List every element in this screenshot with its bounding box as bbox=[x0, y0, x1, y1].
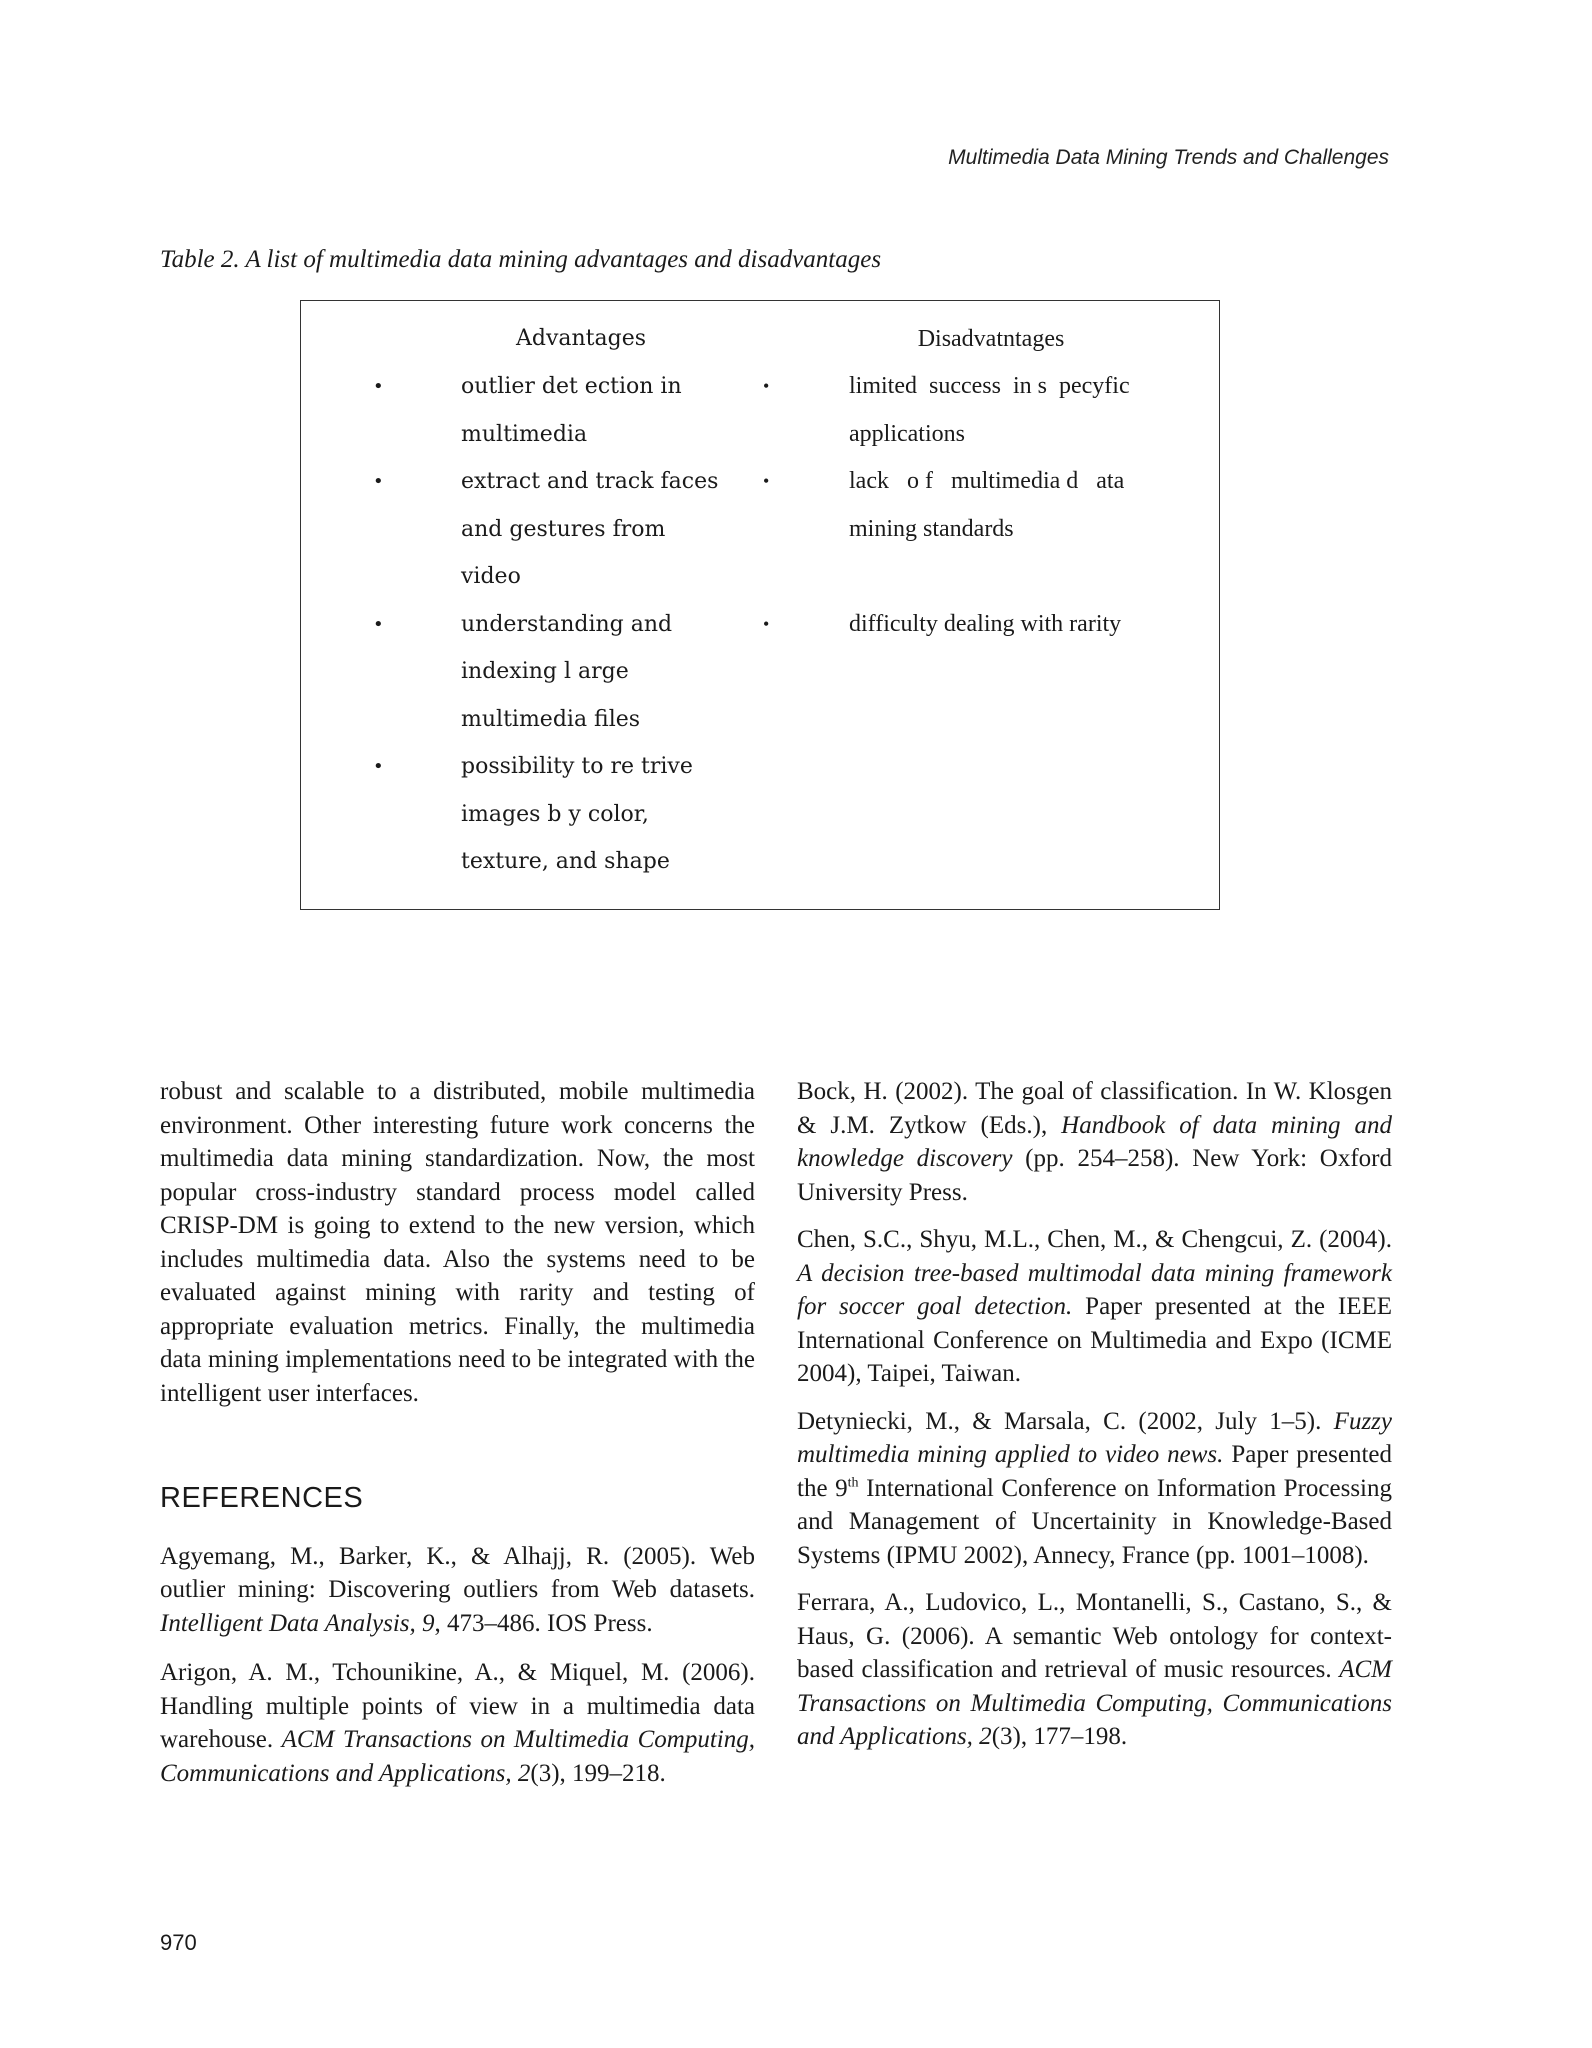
advantage-line: indexing l arge bbox=[461, 659, 629, 684]
reference-entry bbox=[797, 1586, 1392, 1754]
advantage-line: possibility to re trive bbox=[461, 754, 693, 779]
reference-journal: Intelligent Data Analysis, 9 bbox=[160, 1609, 435, 1637]
reference-text: Arigon, A. M., Tchounikine, A., & Miquel, M. (2006). Handling multiple points of view in a multimedia data warehouse. bbox=[160, 1659, 755, 1753]
left-column bbox=[160, 1075, 755, 1806]
disadvantage-line: mining standards bbox=[849, 515, 1014, 542]
running-header: Multimedia Data Mining Trends and Challenges bbox=[948, 146, 1389, 169]
reference-entry bbox=[797, 1405, 1392, 1573]
reference-text: (3), 199–218. bbox=[530, 1759, 666, 1787]
bullet: • bbox=[763, 376, 770, 396]
bullet: • bbox=[373, 613, 384, 635]
reference-title: A decision tree-based multimodal data mining framework for soccer goal detection. bbox=[797, 1259, 1392, 1320]
bullet: • bbox=[763, 471, 770, 491]
disadvantages-header: Disadvatntages bbox=[917, 326, 1065, 352]
reference-entry bbox=[160, 1540, 755, 1641]
reference-title: Handbook of data mining and knowledge discovery bbox=[797, 1111, 1392, 1172]
reference-text: (3), 177–198. bbox=[991, 1723, 1128, 1750]
advantage-line: and gestures from bbox=[461, 516, 666, 542]
ordinal-superscript: th bbox=[847, 1475, 859, 1491]
disadvantage-item bbox=[741, 363, 1211, 458]
disadvantages-column bbox=[741, 315, 1211, 648]
reference-text: Chen, S.C., Shyu, M.L., Chen, M., & Chengcui, Z. (2004). bbox=[797, 1226, 1392, 1253]
reference-entry bbox=[160, 1656, 755, 1790]
reference-text: Bock, H. (2002). The goal of classification. In W. Klosgen & J.M. Zytkow (Eds.), bbox=[797, 1078, 1392, 1139]
advantage-line: multimedia files bbox=[461, 706, 641, 732]
advantage-line: outlier det ection in bbox=[461, 374, 682, 399]
advantage-item bbox=[351, 601, 751, 744]
disadvantage-item bbox=[741, 458, 1211, 601]
spacer-line bbox=[849, 553, 1211, 601]
bullet: • bbox=[373, 376, 384, 397]
reference-text: Paper presented at the IEEE International Conference on Multimedia and Expo (ICME 2004), Taipei, Taiwan. bbox=[797, 1293, 1393, 1387]
advantage-item bbox=[351, 458, 751, 601]
references-heading: REFERENCES bbox=[160, 1482, 364, 1514]
reference-text: Ferrara, A., Ludovico, L., Montanelli, S., Castano, S., & Haus, G. (2006). A semantic Web ontology for context-based classification and retrieval of music resources. bbox=[797, 1589, 1392, 1683]
reference-title: Fuzzy multimedia mining applied to video news. bbox=[797, 1407, 1392, 1468]
right-column bbox=[797, 1075, 1392, 1768]
advantage-line: understanding and bbox=[461, 611, 673, 637]
page-number: 970 bbox=[160, 1930, 197, 1955]
reference-entry bbox=[797, 1075, 1392, 1209]
bullet: • bbox=[763, 613, 770, 634]
bullet: • bbox=[373, 756, 384, 777]
advantage-line: video bbox=[461, 564, 521, 589]
bullet: • bbox=[373, 471, 384, 492]
disadvantage-line: applications bbox=[849, 420, 965, 447]
reference-text: , 473–486. IOS Press. bbox=[434, 1609, 653, 1637]
advantages-header: Advantages bbox=[515, 326, 647, 351]
reference-text: Detyniecki, M., & Marsala, C. (2002, July 1–5). bbox=[797, 1407, 1334, 1435]
disadvantage-item bbox=[741, 601, 1211, 649]
reference-journal: ACM Transactions on Multimedia Computing, Communications and Applications, 2 bbox=[160, 1726, 755, 1787]
reference-text: Agyemang, M., Barker, K., & Alhajj, R. (2005). Web outlier mining: Discovering outliers from Web datasets. bbox=[160, 1542, 755, 1603]
advantages-table bbox=[300, 300, 1220, 910]
reference-text: (pp. 254–258). New York: Oxford University Press. bbox=[797, 1145, 1392, 1206]
reference-entry bbox=[797, 1223, 1392, 1391]
reference-text: Paper presented the 9 bbox=[797, 1441, 1392, 1502]
advantage-line: extract and track faces bbox=[461, 469, 719, 494]
disadvantage-line: lack o f multimedia d ata bbox=[849, 468, 1125, 494]
advantage-line: texture, and shape bbox=[461, 849, 670, 874]
advantage-item bbox=[351, 743, 751, 886]
reference-journal: ACM Transactions on Multimedia Computing, Communications and Applications, 2 bbox=[797, 1656, 1392, 1750]
disadvantage-line: difficulty dealing with rarity bbox=[849, 610, 1122, 637]
advantage-item bbox=[351, 363, 751, 458]
table-caption: Table 2. A list of multimedia data mining advantages and disadvantages bbox=[160, 246, 882, 273]
reference-text: International Conference on Information Processing and Management of Uncertainity in Knowledge-Based Systems (IPMU 2002), Annecy, France (pp. 1001–1008). bbox=[797, 1474, 1392, 1569]
advantage-line: images b y color, bbox=[461, 801, 649, 827]
advantages-column bbox=[351, 315, 751, 886]
body-paragraph: robust and scalable to a distributed, mobile multimedia environment. Other interesting future work concerns the multimedia data mining standardization. Now, the most popular cross-industry standard process model called CRISP-DM is going to extend to the new version, which includes multimedia data. Also the systems need to be evaluated against mining with rarity and testing of appropriate evaluation metrics. Finally, the multimedia data mining implementations need to be integrated with the intelligent user interfaces. bbox=[160, 1078, 755, 1407]
disadvantage-line: limited success in s pecyfic bbox=[849, 373, 1130, 399]
advantage-line: multimedia bbox=[461, 421, 588, 447]
